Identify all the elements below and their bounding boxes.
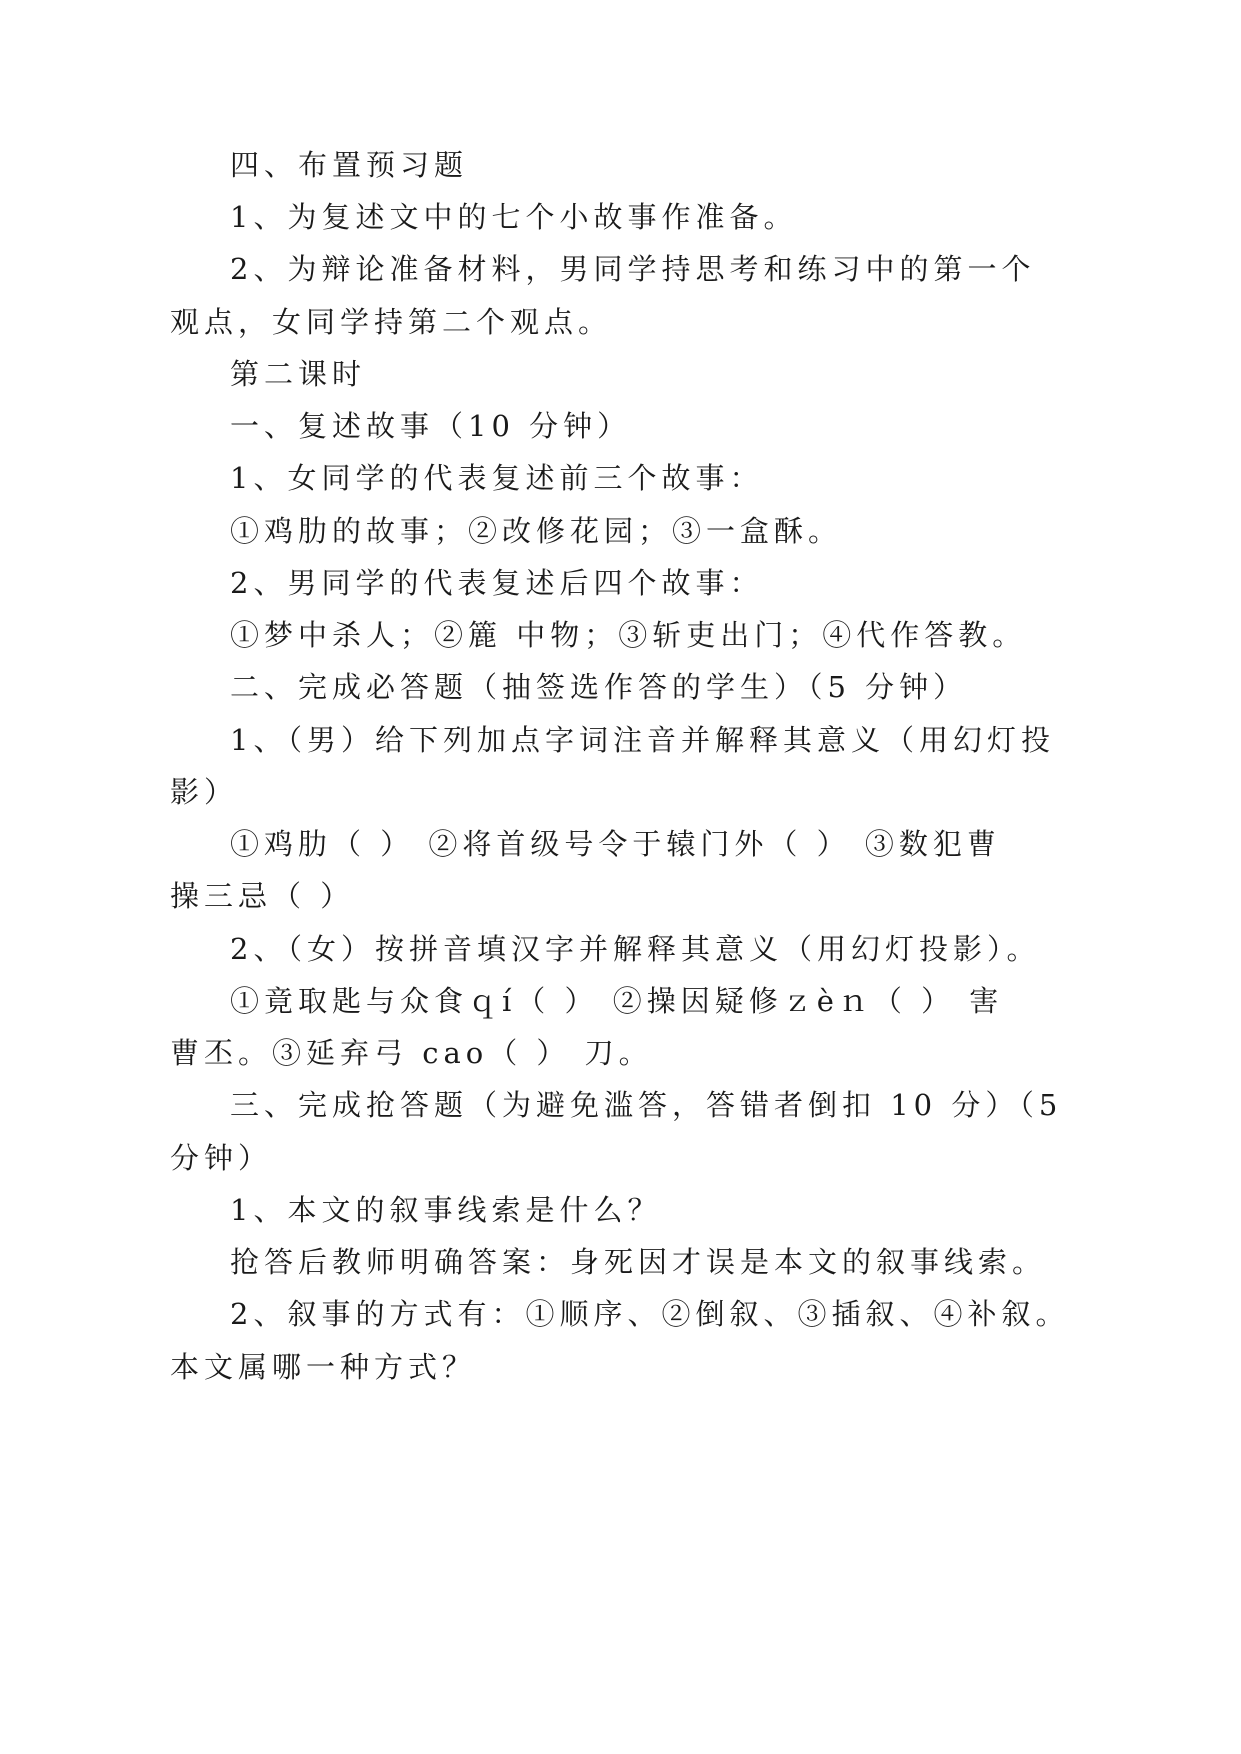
section-heading-assign-preview: 四、布置预习题: [230, 148, 469, 182]
text-line: 2、男同学的代表复述后四个故事：: [230, 566, 764, 600]
text-line: ①鸡肋（ ） ②将首级号令于辕门外（ ） ③数犯曹: [230, 827, 1001, 861]
text-line: 抢答后教师明确答案：身死因才误是本文的叙事线索。: [230, 1245, 1047, 1279]
text-line: 2、（女）按拼音填汉字并解释其意义（用幻灯投影）。: [230, 932, 1041, 966]
lesson-heading: 第二课时: [230, 357, 367, 391]
text-line: ①梦中杀人；②簏 中物；③斩吏出门；④代作答教。: [230, 618, 1027, 652]
section-heading-quick-answer: 三、完成抢答题（为避免滥答，答错者倒扣 10 分）（5: [230, 1088, 1063, 1122]
text-line: 操三忌（ ）: [170, 879, 355, 913]
text-line: ①鸡肋的故事；②改修花园；③一盒酥。: [230, 514, 843, 548]
text-line: 1、本文的叙事线索是什么？: [230, 1193, 662, 1227]
section-heading-retell: 一、复述故事（10 分钟）: [230, 409, 632, 443]
text-line: 1、为复述文中的七个小故事作准备。: [230, 200, 798, 234]
text-line: 分钟）: [170, 1141, 273, 1175]
text-line: 2、叙事的方式有：①顺序、②倒叙、③插叙、④补叙。: [230, 1297, 1070, 1331]
section-heading-required: 二、完成必答题（抽签选作答的学生）（5 分钟）: [230, 670, 968, 704]
text-line: 本文属哪一种方式？: [170, 1350, 477, 1384]
text-line: 1、（男）给下列加点字词注音并解释其意义（用幻灯投: [230, 723, 1055, 757]
text-line: ①竟取匙与众食ｑí（ ） ②操因疑修ｚèｎ（ ） 害: [230, 984, 1004, 1018]
text-line: 2、为辩论准备材料，男同学持思考和练习中的第一个: [230, 252, 1036, 286]
text-line: 影）: [170, 775, 239, 809]
text-line: 曹丕。③延弃弓 cao（ ） 刀。: [170, 1036, 653, 1070]
text-line: 观点，女同学持第二个观点。: [170, 305, 613, 339]
text-line: 1、女同学的代表复述前三个故事：: [230, 461, 764, 495]
